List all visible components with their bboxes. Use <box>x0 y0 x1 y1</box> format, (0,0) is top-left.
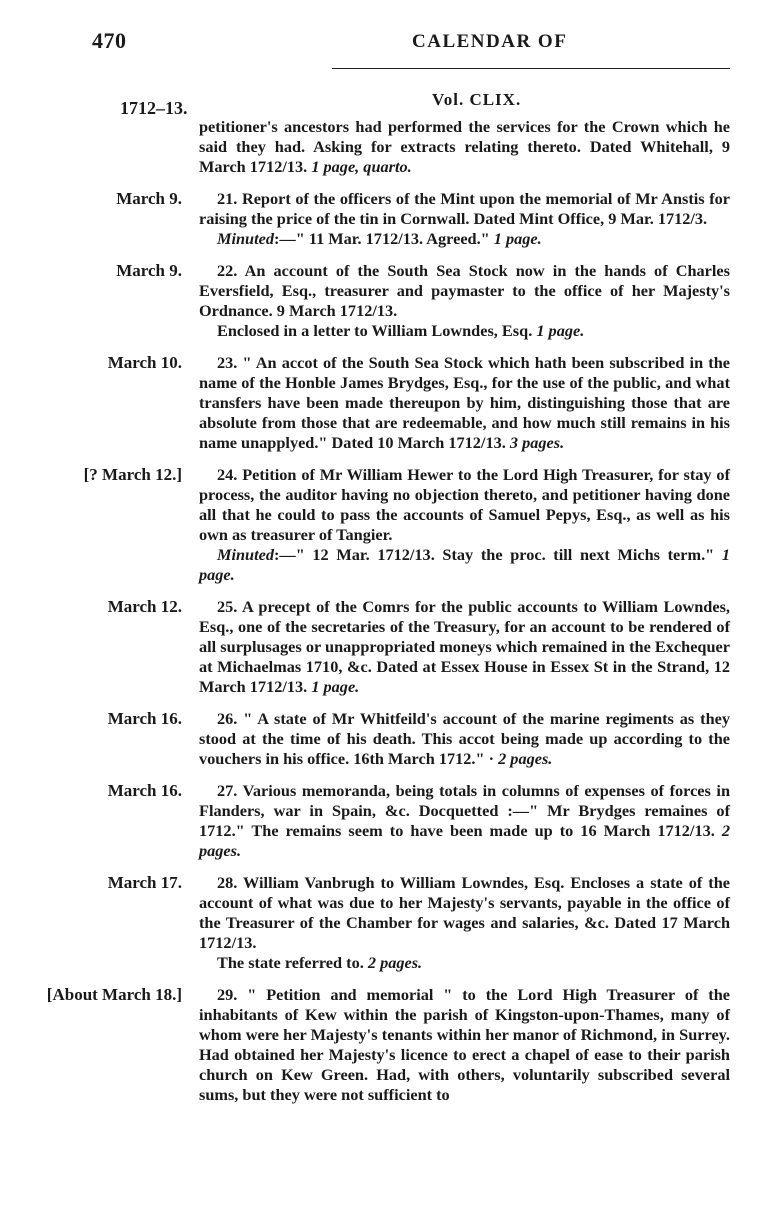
entry-paragraph <box>199 261 730 321</box>
page-count: 1 page. <box>311 677 360 696</box>
page-count: 2 pages. <box>367 953 423 972</box>
entry-paragraph <box>199 117 730 177</box>
page-count: 2 pages. <box>199 821 730 860</box>
calendar-entry <box>0 597 770 697</box>
entry-date: March 16. <box>107 709 182 728</box>
entry-date: [About March 18.] <box>46 985 182 1004</box>
entry-paragraph <box>199 709 730 769</box>
volume-label: Vol. CLIX. <box>432 90 522 109</box>
entry-paragraph <box>199 597 730 697</box>
entry-body <box>199 985 730 1105</box>
page-count: 1 page. <box>493 229 542 248</box>
page-count: 3 pages. <box>509 433 565 452</box>
entry-body <box>199 189 730 249</box>
entry-text: :—" 12 Mar. 1712/13. Stay the proc. till next Michs term." <box>274 545 715 564</box>
entry-text: 28. William Vanbrugh to William Lowndes, Esq. Encloses a state of the account of what was due to her Majesty's servants, payable in the office of the Treasurer of the Chamber for wages and salaries, &c. Dated 17 March 1712/13. <box>199 873 730 952</box>
entry-body <box>199 709 730 769</box>
entry-date: March 17. <box>107 873 182 892</box>
calendar-entry <box>0 709 770 769</box>
calendar-entry <box>0 117 770 177</box>
entry-date: March 10. <box>107 353 182 372</box>
calendar-entry <box>0 985 770 1105</box>
calendar-entry <box>0 261 770 341</box>
calendar-entry <box>0 353 770 453</box>
entry-text: 24. Petition of Mr William Hewer to the Lord High Treasurer, for stay of process, the auditor having no objection thereto, and petitioner having done all that he could to pass the accounts of Samuel Pepys, Esq., as well as his own as treasurer of Tangier. <box>199 465 730 544</box>
entry-text: 27. Various memoranda, being totals in columns of expenses of forces in Flanders, war in Spain, &c. Docquetted :—" Mr Brydges remaines of 1712." The remains seem to have been made up to 16 March 1712/13. <box>199 781 730 840</box>
entry-text: 21. Report of the officers of the Mint upon the memorial of Mr Anstis for raising the price of the tin in Cornwall. Dated Mint Office, 9 Mar. 1712/3. <box>199 189 730 228</box>
year-range: 1712–13. <box>120 98 188 118</box>
calendar-entry <box>0 189 770 249</box>
entry-paragraph <box>199 953 730 973</box>
page-count: 1 page. <box>536 321 585 340</box>
entry-date: March 12. <box>107 597 182 616</box>
entry-date: March 9. <box>116 261 182 280</box>
entry-body <box>199 117 730 177</box>
entry-text: :—" 11 Mar. 1712/13. Agreed." <box>274 229 490 248</box>
entry-body <box>199 465 730 585</box>
entry-text: 26. " A state of Mr Whitfeild's account of the marine regiments as they stood at the time of his death. This accot being made up according to the vouchers in his office. 16th March 1712." · <box>199 709 730 768</box>
entry-paragraph <box>199 189 730 229</box>
page-count: 2 pages. <box>498 749 553 768</box>
page-number: 470 <box>92 28 127 53</box>
entry-paragraph <box>199 985 730 1105</box>
entry-body <box>199 261 730 341</box>
entry-body <box>199 353 730 453</box>
page-count: 1 page. <box>199 545 730 584</box>
running-title: CALENDAR OF <box>412 31 568 52</box>
page-count: 1 page, quarto. <box>311 157 412 176</box>
entry-paragraph <box>199 229 730 249</box>
entry-paragraph <box>199 873 730 953</box>
entry-paragraph <box>199 353 730 453</box>
header-rule <box>332 68 730 69</box>
entry-paragraph <box>199 781 730 861</box>
calendar-entry <box>0 873 770 973</box>
entry-text: 25. A precept of the Comrs for the public accounts to William Lowndes, Esq., one of the secretaries of the Treasury, for an account to be rendered of all surplusages or unappropriated moneys which remained in the Exchequer at Michaelmas 1710, &c. Dated at Essex House in Essex St in the Strand, 12 March 1712/13. <box>199 597 730 696</box>
running-head <box>92 28 732 58</box>
entry-body <box>199 597 730 697</box>
entry-text: The state referred to. <box>217 953 364 972</box>
entry-paragraph <box>199 545 730 585</box>
entry-body <box>199 781 730 861</box>
entry-text: petitioner's ancestors had performed the services for the Crown which he said they had. Asking for extracts relating thereto. Dated Whitehall, 9 March 1712/13. <box>199 117 730 176</box>
entry-text: 23. " An accot of the South Sea Stock which hath been subscribed in the name of the Honble James Brydges, Esq., for the use of the public, and what transfers have been made thereupon by him, distinguishing those that are absolute from those that are redeemable, and how much still remains in his name unapplyed." Dated 10 March 1712/13. <box>199 353 730 452</box>
entry-paragraph <box>199 321 730 341</box>
entry-date: [? March 12.] <box>83 465 182 484</box>
calendar-entry <box>0 781 770 861</box>
minuted-label: Minuted <box>217 545 275 564</box>
calendar-entry <box>0 465 770 585</box>
entry-body <box>199 873 730 973</box>
entry-text: 29. " Petition and memorial " to the Lord High Treasurer of the inhabitants of Kew within the parish of Kingston-upon-Thames, many of whom were her Majesty's tenants within her manor of Richmond, in Surrey. Had obtained her Majesty's licence to erect a chapel of ease to their parish church on Kew Green. Had, with others, voluntarily subscribed several sums, but they were not sufficient to <box>199 985 730 1104</box>
entry-text: 22. An account of the South Sea Stock now in the hands of Charles Eversfield, Esq., treasurer and paymaster to the office of her Majesty's Ordnance. 9 March 1712/13. <box>199 261 730 320</box>
entry-text: Enclosed in a letter to William Lowndes, Esq. <box>217 321 533 340</box>
entry-paragraph <box>199 465 730 545</box>
calendar-entries <box>0 117 770 1117</box>
entry-date: March 9. <box>116 189 182 208</box>
entry-date: March 16. <box>107 781 182 800</box>
minuted-label: Minuted <box>217 229 275 248</box>
